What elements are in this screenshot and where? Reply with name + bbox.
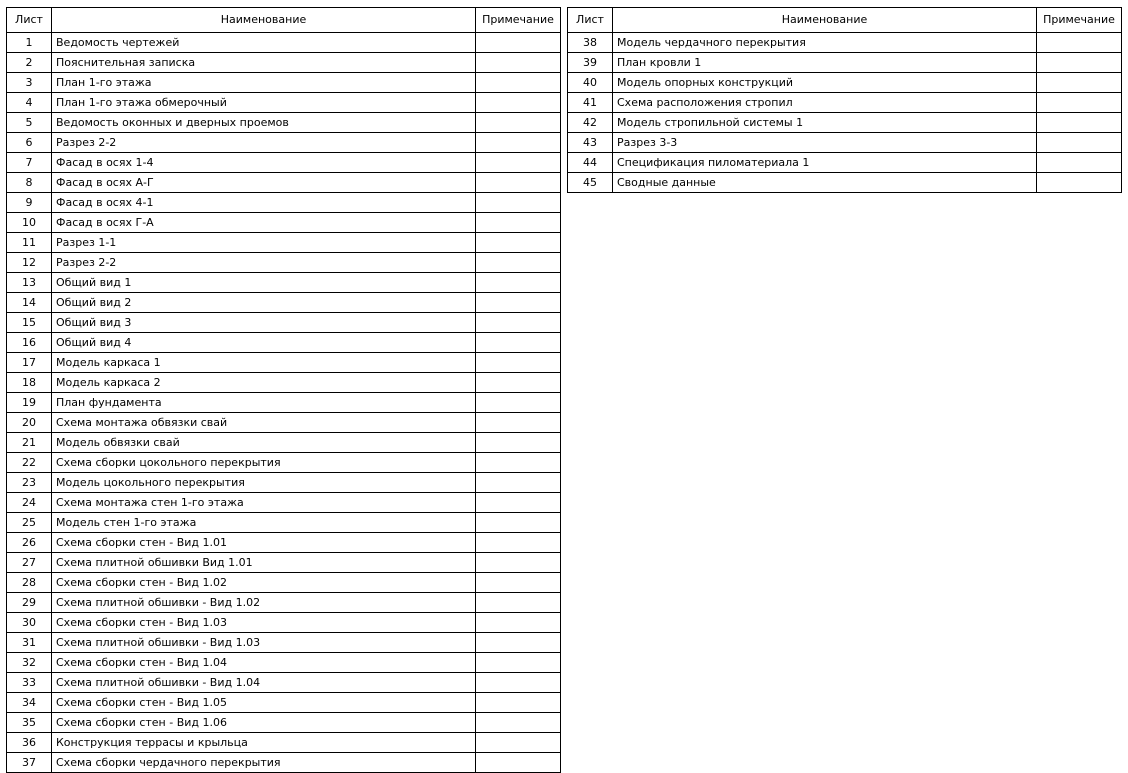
table-row — [7, 533, 561, 553]
sheet-note-cell — [476, 373, 561, 393]
sheet-number-cell: 16 — [7, 333, 52, 353]
sheet-note-cell — [476, 553, 561, 573]
sheet-name-cell: Общий вид 1 — [52, 273, 476, 293]
sheet-name-cell: Фасад в осях 1-4 — [52, 153, 476, 173]
sheet-number-cell: 40 — [568, 73, 613, 93]
sheet-note-cell — [476, 273, 561, 293]
sheet-name-cell: Фасад в осях Г-А — [52, 213, 476, 233]
sheet-note-cell — [476, 33, 561, 53]
table-row — [7, 233, 561, 253]
sheet-name-cell: Схема монтажа стен 1-го этажа — [52, 493, 476, 513]
sheet-number-cell: 12 — [7, 253, 52, 273]
table-row — [7, 733, 561, 753]
sheet-note-cell — [476, 153, 561, 173]
header-note: Примечание — [476, 8, 561, 33]
sheet-note-cell — [476, 173, 561, 193]
sheet-note-cell — [476, 493, 561, 513]
table-row — [568, 113, 1122, 133]
sheet-name-cell: Схема сборки стен - Вид 1.03 — [52, 613, 476, 633]
sheet-note-cell — [476, 593, 561, 613]
sheet-number-cell: 2 — [7, 53, 52, 73]
sheet-name-cell: Конструкция террасы и крыльца — [52, 733, 476, 753]
table-row — [7, 753, 561, 773]
table-row — [7, 653, 561, 673]
sheet-note-cell — [476, 753, 561, 773]
sheet-name-cell: План 1-го этажа обмерочный — [52, 93, 476, 113]
table-row — [7, 313, 561, 333]
sheet-number-cell: 34 — [7, 693, 52, 713]
sheet-number-cell: 22 — [7, 453, 52, 473]
table-row — [7, 193, 561, 213]
sheet-number-cell: 19 — [7, 393, 52, 413]
sheet-note-cell — [476, 93, 561, 113]
table-row — [7, 633, 561, 653]
sheet-note-cell — [476, 393, 561, 413]
sheet-note-cell — [476, 293, 561, 313]
sheet-note-cell — [1037, 173, 1122, 193]
sheet-number-cell: 45 — [568, 173, 613, 193]
table-row — [7, 393, 561, 413]
sheet-note-cell — [476, 233, 561, 253]
sheet-note-cell — [476, 733, 561, 753]
table-row — [7, 53, 561, 73]
sheet-name-cell: План фундамента — [52, 393, 476, 413]
sheet-note-cell — [476, 713, 561, 733]
sheet-name-cell: Схема сборки стен - Вид 1.02 — [52, 573, 476, 593]
sheet-number-cell: 36 — [7, 733, 52, 753]
sheet-note-cell — [476, 573, 561, 593]
sheet-name-cell: Схема плитной обшивки Вид 1.01 — [52, 553, 476, 573]
table-row — [7, 713, 561, 733]
table-row — [7, 273, 561, 293]
table-row — [7, 293, 561, 313]
table-row — [7, 353, 561, 373]
sheet-number-cell: 5 — [7, 113, 52, 133]
sheet-name-cell: Сводные данные — [613, 173, 1037, 193]
table-body-right — [568, 33, 1122, 193]
sheet-name-cell: Ведомость оконных и дверных проемов — [52, 113, 476, 133]
sheet-note-cell — [476, 353, 561, 373]
table-row — [7, 113, 561, 133]
sheet-number-cell: 26 — [7, 533, 52, 553]
sheet-number-cell: 30 — [7, 613, 52, 633]
table-row — [568, 173, 1122, 193]
sheet-name-cell: Схема сборки стен - Вид 1.05 — [52, 693, 476, 713]
drawings-list-table-left — [6, 7, 561, 773]
table-row — [7, 373, 561, 393]
sheet-note-cell — [1037, 153, 1122, 173]
table-row — [7, 453, 561, 473]
drawings-list-table-right — [567, 7, 1122, 193]
sheet-name-cell: План 1-го этажа — [52, 73, 476, 93]
sheet-name-cell: Модель каркаса 2 — [52, 373, 476, 393]
sheet-number-cell: 14 — [7, 293, 52, 313]
header-name: Наименование — [52, 8, 476, 33]
table-row — [7, 613, 561, 633]
sheet-name-cell: Схема расположения стропил — [613, 93, 1037, 113]
table-row — [7, 413, 561, 433]
table-row — [7, 433, 561, 453]
table-header-row — [568, 8, 1122, 33]
sheet-number-cell: 33 — [7, 673, 52, 693]
sheet-name-cell: Схема сборки чердачного перекрытия — [52, 753, 476, 773]
sheet-name-cell: Схема монтажа обвязки свай — [52, 413, 476, 433]
sheet-number-cell: 27 — [7, 553, 52, 573]
table-row — [7, 93, 561, 113]
table-row — [7, 553, 561, 573]
sheet-number-cell: 10 — [7, 213, 52, 233]
sheet-note-cell — [476, 193, 561, 213]
sheet-number-cell: 9 — [7, 193, 52, 213]
table-row — [7, 213, 561, 233]
sheet-name-cell: Общий вид 3 — [52, 313, 476, 333]
sheet-note-cell — [1037, 53, 1122, 73]
sheet-note-cell — [476, 433, 561, 453]
sheet-number-cell: 20 — [7, 413, 52, 433]
header-sheet: Лист — [7, 8, 52, 33]
sheet-note-cell — [476, 513, 561, 533]
table-row — [7, 253, 561, 273]
sheet-note-cell — [476, 473, 561, 493]
sheet-note-cell — [1037, 133, 1122, 153]
sheet-note-cell — [1037, 113, 1122, 133]
sheet-number-cell: 39 — [568, 53, 613, 73]
sheet-name-cell: Схема сборки стен - Вид 1.06 — [52, 713, 476, 733]
sheet-number-cell: 23 — [7, 473, 52, 493]
sheet-name-cell: Модель чердачного перекрытия — [613, 33, 1037, 53]
sheet-number-cell: 8 — [7, 173, 52, 193]
sheet-name-cell: Модель цокольного перекрытия — [52, 473, 476, 493]
sheet-note-cell — [1037, 33, 1122, 53]
sheet-number-cell: 38 — [568, 33, 613, 53]
sheet-note-cell — [476, 53, 561, 73]
sheet-note-cell — [476, 213, 561, 233]
sheet-name-cell: Пояснительная записка — [52, 53, 476, 73]
table-row — [568, 133, 1122, 153]
table-header-row — [7, 8, 561, 33]
sheet-number-cell: 43 — [568, 133, 613, 153]
sheet-note-cell — [476, 693, 561, 713]
sheet-number-cell: 4 — [7, 93, 52, 113]
sheet-name-cell: Спецификация пиломатериала 1 — [613, 153, 1037, 173]
header-note: Примечание — [1037, 8, 1122, 33]
sheet-number-cell: 41 — [568, 93, 613, 113]
sheet-name-cell: План кровли 1 — [613, 53, 1037, 73]
sheet-number-cell: 35 — [7, 713, 52, 733]
table-row — [568, 153, 1122, 173]
table-row — [7, 573, 561, 593]
sheet-number-cell: 13 — [7, 273, 52, 293]
sheet-note-cell — [476, 113, 561, 133]
table-row — [7, 493, 561, 513]
sheet-note-cell — [476, 453, 561, 473]
sheet-note-cell — [476, 253, 561, 273]
table-row — [7, 73, 561, 93]
sheet-number-cell: 21 — [7, 433, 52, 453]
sheet-note-cell — [476, 673, 561, 693]
sheet-note-cell — [476, 633, 561, 653]
sheet-number-cell: 18 — [7, 373, 52, 393]
sheet-note-cell — [476, 413, 561, 433]
sheet-note-cell — [476, 133, 561, 153]
sheet-name-cell: Фасад в осях 4-1 — [52, 193, 476, 213]
sheet-name-cell: Общий вид 2 — [52, 293, 476, 313]
sheet-number-cell: 17 — [7, 353, 52, 373]
table-row — [568, 53, 1122, 73]
table-row — [7, 473, 561, 493]
table-row — [7, 593, 561, 613]
sheet-name-cell: Схема сборки стен - Вид 1.04 — [52, 653, 476, 673]
sheet-number-cell: 24 — [7, 493, 52, 513]
sheet-name-cell: Схема плитной обшивки - Вид 1.04 — [52, 673, 476, 693]
sheet-number-cell: 31 — [7, 633, 52, 653]
table-row — [7, 133, 561, 153]
sheet-number-cell: 42 — [568, 113, 613, 133]
sheet-number-cell: 7 — [7, 153, 52, 173]
sheet-name-cell: Модель опорных конструкций — [613, 73, 1037, 93]
sheet-number-cell: 15 — [7, 313, 52, 333]
sheet-name-cell: Схема сборки стен - Вид 1.01 — [52, 533, 476, 553]
table-row — [7, 333, 561, 353]
table-row — [7, 33, 561, 53]
header-sheet: Лист — [568, 8, 613, 33]
sheet-name-cell: Разрез 2-2 — [52, 133, 476, 153]
table-row — [7, 673, 561, 693]
sheet-name-cell: Модель обвязки свай — [52, 433, 476, 453]
sheet-number-cell: 25 — [7, 513, 52, 533]
table-row — [568, 73, 1122, 93]
sheet-number-cell: 44 — [568, 153, 613, 173]
table-row — [568, 93, 1122, 113]
sheet-note-cell — [476, 653, 561, 673]
sheet-number-cell: 1 — [7, 33, 52, 53]
sheet-name-cell: Схема плитной обшивки - Вид 1.02 — [52, 593, 476, 613]
sheet-number-cell: 28 — [7, 573, 52, 593]
sheet-note-cell — [476, 313, 561, 333]
sheet-name-cell: Разрез 3-3 — [613, 133, 1037, 153]
sheet-note-cell — [476, 613, 561, 633]
table-row — [7, 693, 561, 713]
sheet-name-cell: Модель стен 1-го этажа — [52, 513, 476, 533]
sheet-name-cell: Фасад в осях А-Г — [52, 173, 476, 193]
sheet-name-cell: Ведомость чертежей — [52, 33, 476, 53]
sheet-number-cell: 37 — [7, 753, 52, 773]
sheet-name-cell: Схема сборки цокольного перекрытия — [52, 453, 476, 473]
sheet-name-cell: Разрез 1-1 — [52, 233, 476, 253]
table-body-left — [7, 33, 561, 773]
sheet-note-cell — [1037, 73, 1122, 93]
sheet-note-cell — [1037, 93, 1122, 113]
sheet-name-cell: Схема плитной обшивки - Вид 1.03 — [52, 633, 476, 653]
sheet-name-cell: Модель каркаса 1 — [52, 353, 476, 373]
sheet-number-cell: 6 — [7, 133, 52, 153]
sheet-name-cell: Разрез 2-2 — [52, 253, 476, 273]
table-row — [7, 153, 561, 173]
sheet-note-cell — [476, 533, 561, 553]
sheet-note-cell — [476, 333, 561, 353]
sheet-name-cell: Модель стропильной системы 1 — [613, 113, 1037, 133]
table-row — [7, 513, 561, 533]
header-name: Наименование — [613, 8, 1037, 33]
sheet-number-cell: 32 — [7, 653, 52, 673]
sheet-name-cell: Общий вид 4 — [52, 333, 476, 353]
sheet-number-cell: 3 — [7, 73, 52, 93]
table-row — [7, 173, 561, 193]
table-row — [568, 33, 1122, 53]
sheet-number-cell: 29 — [7, 593, 52, 613]
sheet-note-cell — [476, 73, 561, 93]
sheet-number-cell: 11 — [7, 233, 52, 253]
